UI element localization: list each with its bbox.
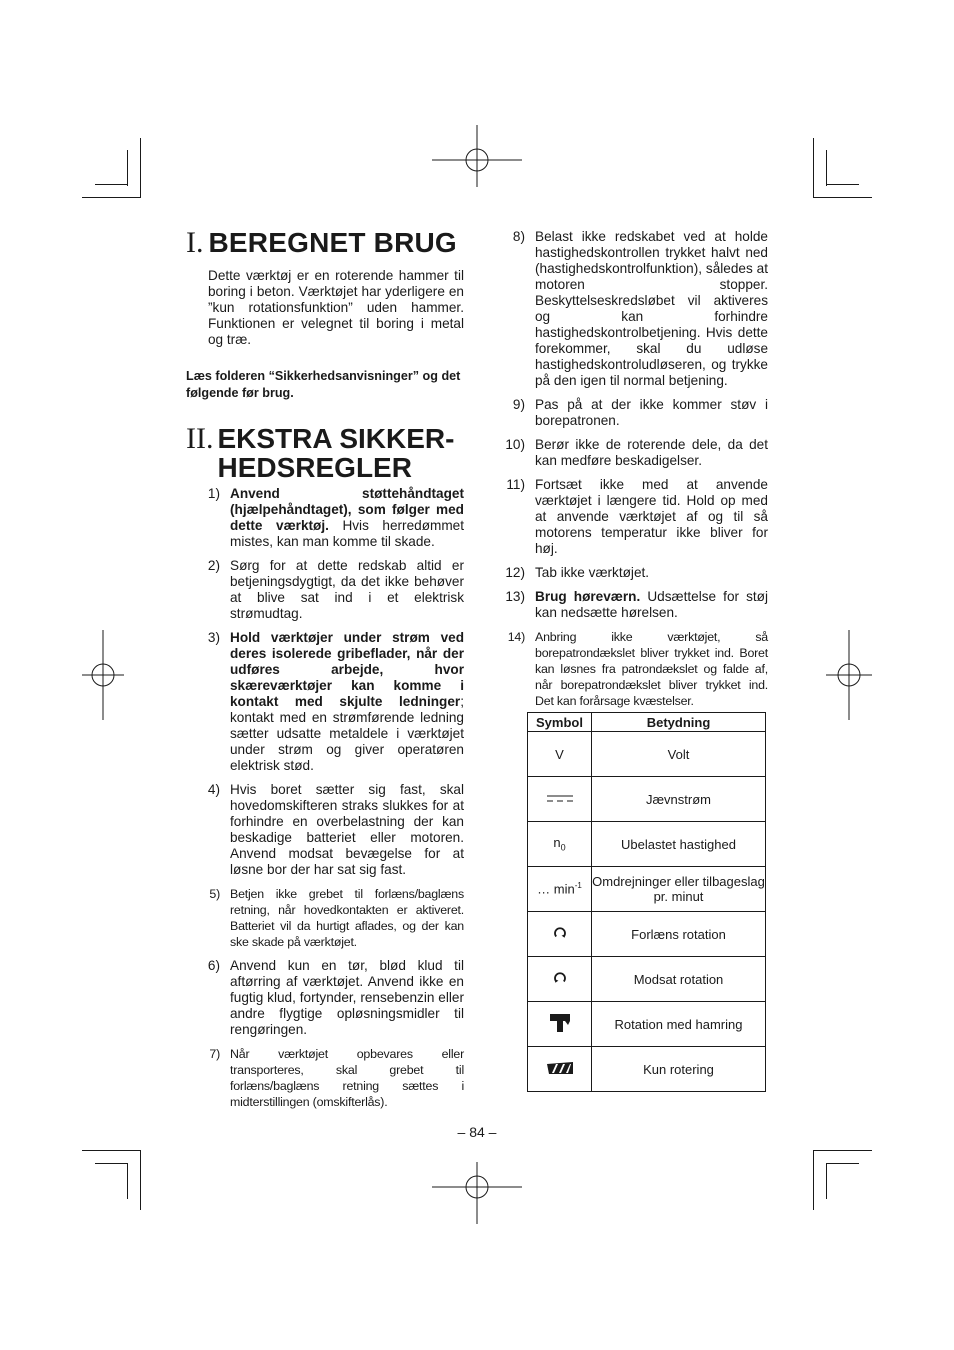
no-load-speed-symbol: $n_0$ (553, 835, 566, 853)
intro-paragraph: Dette værktøj er en roterende hammer til boring i beton. Værktøjet har yderligere en ”kun rotationsfunktion” uden hammer. Funktionen er velegnet til boring i metal og træ. (208, 268, 464, 347)
meaning-cell: Kun rotering (592, 1047, 766, 1092)
list-item (500, 437, 768, 469)
crop-mark (127, 150, 128, 186)
lead-note: Læs folderen “Sikkerhedsanvisninger” og det følgende før brug. (186, 369, 461, 400)
meaning-cell: Jævnstrøm (592, 777, 766, 822)
meaning-cell: Rotation med hamring (592, 1002, 766, 1047)
item-number: 3) (207, 630, 220, 645)
item-number: 13) (505, 589, 525, 604)
direct-current-icon (545, 794, 575, 804)
crop-mark (813, 1150, 814, 1210)
table-row (528, 1002, 766, 1047)
item-number: 8) (512, 229, 525, 244)
registration-mark-icon (432, 115, 522, 205)
registration-mark-icon (82, 630, 132, 720)
crop-mark (826, 1163, 827, 1199)
section-title-line: EKSTRA SIKKER- (217, 423, 455, 454)
crop-mark (140, 138, 141, 198)
item-number: 11) (506, 477, 525, 492)
column-header-symbol: Symbol (528, 713, 592, 732)
table-row (528, 867, 766, 912)
item-body-text: ; kontakt med en strømførende ledning sætter udsatte metaldele i værktøjet under strøm og giver operatøren elektrisk stød. (230, 694, 464, 773)
item-number: 10) (505, 437, 525, 452)
item-text (535, 589, 768, 621)
section-heading-ekstra-sikkerhedsregler (186, 424, 464, 482)
item-bold-text: Hold værktøjer under strøm ved deres isolerede gribeflader, når der udføres arbejde, hvor skæreværktøjer kan komme i kontakt med skjulte ledninger (230, 630, 464, 709)
list-item (500, 589, 768, 621)
list-item (186, 782, 464, 878)
meaning-cell: Omdrejninger eller tilbageslag pr. minut (592, 867, 766, 912)
crop-mark (95, 1163, 128, 1164)
list-item (186, 558, 464, 622)
item-body-text: Hvis herredømmet mistes, kan man komme til skade. (230, 518, 464, 549)
symbol-cell (528, 777, 592, 822)
item-number: 6) (207, 958, 220, 973)
item-number: 7) (209, 1047, 220, 1061)
item-number: 9) (512, 397, 525, 412)
symbol-cell (528, 732, 592, 777)
drill-bit-icon (546, 1061, 574, 1075)
table-header-row (528, 713, 766, 732)
page-number: – 84 – (457, 1124, 497, 1140)
item-number: 5) (209, 887, 220, 901)
item-body-text: Anbring ikke værktøjet, så borepatrondækslet bliver trykket ind. Boret kan løsnes fra patrondækslet og falde af, når borepatrondækslet bliver trykket ind. Det kan forårsage kvæstelser. (535, 630, 768, 708)
section-heading-beregnet-brug (186, 226, 464, 260)
section-numeral: I. (186, 226, 204, 259)
symbol-cell (528, 912, 592, 957)
table-row (528, 912, 766, 957)
crop-mark (82, 1150, 141, 1151)
crop-mark (813, 197, 872, 198)
list-item (500, 565, 768, 581)
crop-mark (826, 184, 859, 185)
section-title: BEREGNET BRUG (208, 227, 457, 258)
item-body-text: Udsættelse for støj kan nedsætte hørelsen. (535, 589, 768, 620)
crop-mark (127, 1163, 128, 1199)
list-item (186, 886, 464, 950)
per-minute-symbol: … min (537, 881, 575, 897)
section-numeral: II. (186, 422, 214, 455)
meaning-cell: Modsat rotation (592, 957, 766, 1002)
list-item (500, 397, 768, 429)
column-header-meaning: Betydning (592, 713, 766, 732)
item-text (230, 486, 464, 550)
item-number: 4) (207, 782, 220, 797)
list-item (186, 486, 464, 550)
symbol-cell (528, 822, 592, 867)
crop-mark (140, 1150, 141, 1210)
table-row (528, 957, 766, 1002)
symbol-cell (528, 1047, 592, 1092)
section-title (217, 424, 454, 482)
volt-symbol: V (555, 746, 564, 762)
list-item (186, 630, 464, 774)
item-bold-text: Brug høreværn. (535, 589, 641, 604)
item-number: 12) (505, 565, 525, 580)
list-item (186, 958, 464, 1038)
meaning-cell: Forlæns rotation (592, 912, 766, 957)
crop-mark (95, 184, 128, 185)
table-row (528, 777, 766, 822)
reverse-rotation-icon (553, 971, 567, 985)
crop-mark (813, 1150, 872, 1151)
table-row (528, 732, 766, 777)
item-number: 2) (207, 558, 220, 573)
list-item (500, 229, 768, 389)
section-title-line: HEDSREGLER (217, 452, 412, 483)
rules-list (186, 486, 464, 1110)
item-body-text: Fortsæt ikke med at anvende værktøjet i længere tid. Hold op med at anvende værktøjet af og til så motorens temperatur ikke bliver for høj. (535, 477, 768, 556)
hammer-icon (549, 1013, 571, 1033)
per-minute-exponent: -1 (574, 881, 582, 891)
symbol-cell (528, 1002, 592, 1047)
item-body-text: Anvend kun en tør, blød klud til aftørring af værktøjet. Anvend ikke en fugtig klud, fortynder, rensebenzin eller andre flygtige opløsningsmidler til rengøringen. (230, 958, 464, 1037)
right-column (500, 229, 768, 717)
table-row (528, 822, 766, 867)
item-bold-text: Anvend støttehåndtaget (hjælpehåndtaget), som følger med dette værktøj. (230, 486, 464, 533)
crop-mark (813, 138, 814, 198)
item-body-text: Betjen ikke grebet til forlæns/baglæns retning, når hovedkontakten er aktiveret. Batteriet vil da hurtigt aflades, og der kan ske skade på værktøjet. (230, 887, 464, 949)
symbol-table (527, 712, 766, 1092)
item-body-text: Pas på at der ikke kommer støv i borepatronen. (535, 397, 768, 428)
symbol-cell (528, 867, 592, 912)
forward-rotation-icon (553, 926, 567, 940)
meaning-cell: Volt (592, 732, 766, 777)
registration-mark-icon (432, 1142, 522, 1232)
item-number: 1) (207, 486, 220, 501)
registration-mark-icon (826, 630, 876, 720)
list-item (186, 1046, 464, 1110)
item-body-text: Belast ikke redskabet ved at holde hastighedskontrollen trykket halvt ned (hastighedskontrolfunktion), således at motoren stopper. Beskyttelseskredsløbet vil aktiveres og kan forhindre hastighedskontrolbetjening. Hvis dette forekommer, skal du udløse hastighedskontroludløseren, og trykke på den igen til normal betjening. (535, 229, 768, 388)
item-text (230, 630, 464, 774)
crop-mark (826, 150, 827, 186)
crop-mark (82, 197, 141, 198)
item-body-text: Tab ikke værktøjet. (535, 565, 650, 580)
item-body-text: Når værktøjet opbevares eller transporteres, skal grebet til forlæns/baglæns retning sættes i midterstillingen (omskifterlås). (230, 1047, 464, 1109)
item-body-text: Sørg for at dette redskab altid er betjeningsdygtigt, da det ikke behøver at blive sat ind i et elektrisk strømudtag. (230, 558, 464, 621)
item-number: 14) (507, 630, 525, 644)
item-body-text: Hvis boret sætter sig fast, skal hovedomskifteren straks slukkes for at forhindre en overbelastning der kan beskadige batteriet eller motoren. Anvend modsat bevægelse for at løsne bor der har sat sig fast. (230, 782, 464, 877)
table-row (528, 1047, 766, 1092)
meaning-cell: Ubelastet hastighed (592, 822, 766, 867)
item-body-text: Berør ikke de roterende dele, da det kan medføre beskadigelser. (535, 437, 768, 468)
list-item (500, 629, 768, 709)
left-column (186, 226, 464, 1118)
symbol-cell (528, 957, 592, 1002)
list-item (500, 477, 768, 557)
crop-mark (826, 1163, 859, 1164)
